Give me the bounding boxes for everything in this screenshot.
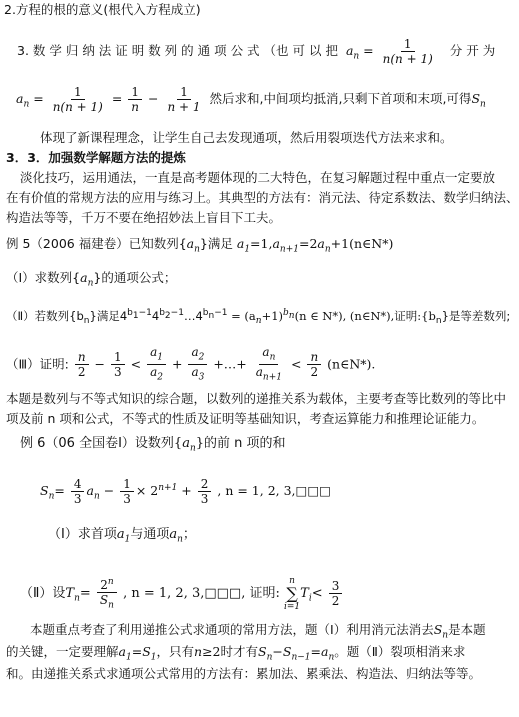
line-7: 在有价值的常规方法的应用与练习上。其典型的方法有：消元法、待定系数法、数学归纳法、 bbox=[6, 190, 519, 205]
line-2: 3. 数 学 归 纳 法 证 明 数 列 的 通 项 公 式 （也 可 以 把 $a_n$ = $\frac{1}{n(n + 1)}$ 分 开 为 bbox=[17, 37, 496, 66]
text: 分 开 为 bbox=[449, 43, 496, 58]
fraction: $\frac{1}{n(n + 1)}$ bbox=[382, 37, 433, 66]
line-6: 淡化技巧，运用通法，一直是高考题体现的二大特色，在复习解题过程中重点一定要放 bbox=[20, 170, 496, 185]
fraction: $\frac{1}{n(n + 1)}$ bbox=[52, 85, 103, 114]
line-20: 的关键，一定要理解$a_1=S_1$，只有n≥2时才有$S_n-S_{n-1}=a_n$。题（Ⅱ）裂项相消来求 bbox=[6, 644, 466, 663]
text: 2.方程的根的意义(根代入方程成立) bbox=[4, 2, 201, 17]
part-1: （Ⅰ）求数列$\{a_n\}$的通项公式； bbox=[6, 270, 177, 289]
part-3: （Ⅲ）证明: $\frac{n}{2}$ − $\frac{1}{3}$ < $\frac{a_1}{a_2}$ + $\frac{a_2}{a_3}$ +…+ $\frac{a_n}{a_{n+1}}$ < $\frac{n}{2}$ (n∈N*). bbox=[6, 345, 376, 383]
line-21: 和。由递推关系式求通项公式常用的方法有：累加法、累乘法、构造法、归纳法等等。 bbox=[6, 666, 482, 681]
q1: （Ⅰ）求首项$a_1$与通项$a_n$； bbox=[48, 527, 196, 545]
line-13: 本题是数列与不等式知识的综合题，以数列的递推关系为载体，主要考查等比数列的等比中 bbox=[6, 391, 507, 406]
sum-formula: $S_n=$ $\frac{4}{3}$ $a_n$ − $\frac{1}{3}$ × $2^{n+1}$ + $\frac{2}{3}$ , n = 1, 2, 3,□□□ bbox=[40, 477, 331, 506]
sum-symbol: n ∑ i=1 bbox=[284, 575, 301, 612]
q2: （Ⅱ）设$T_n=$ $\frac{2^n}{S_n}$ , n = 1, 2, 3,□□□, 证明: n ∑ i=1 $T_i<$ $\frac{3}{2}$ bbox=[20, 575, 344, 612]
text: 3. 数 学 归 纳 法 证 明 数 列 的 通 项 公 式 （也 可 以 把 bbox=[17, 43, 338, 58]
line-14: 项及前 n 项和公式，不等式的性质及证明等基础知识，考查运算能力和推理论证能力。 bbox=[6, 411, 485, 426]
example-6: 例 6（06 全国卷Ⅰ）设数列$\{a_n\}$的前 n 项的和 bbox=[20, 436, 286, 454]
line-4: 体现了新课程理念，让学生自己去发现通项，然后用裂项迭代方法来求和。 bbox=[40, 130, 453, 145]
fraction: $\frac{1}{n}$ bbox=[128, 85, 142, 114]
example-5: 例 5（2006 福建卷）已知数列$\{a_n\}$满足 $a_1=1,a_{n+1}=2a_n+1(n\in N*)$ bbox=[6, 236, 394, 255]
section-heading: 3．3．加强数学解题方法的提炼 bbox=[6, 150, 186, 165]
line-19: 本题重点考查了利用递推公式求通项的常用方法，题（Ⅰ）利用消元法消去$S_n$是本题 bbox=[30, 622, 486, 641]
line-8: 构造法等等，千万不要在绝招妙法上盲目下工夫。 bbox=[6, 210, 282, 225]
math-a-n: $a_n$ bbox=[345, 43, 360, 62]
line-3: $a_n$ = $\frac{1}{n(n + 1)}$ = $\frac{1}{n}$ − $\frac{1}{n + 1}$ 然后求和,中间项均抵消,只剩下首项和末项,可得$S_n$ bbox=[16, 85, 486, 114]
part-2: （Ⅱ）若数列$\{b_n\}$满足$4^{b_1-1}4^{b_2-1}\dots 4^{b_n-1} = (a_n+1)^{b_n}(n$ ∈ N*), (n∈N*),证明$:\{b_n\}$是等差数列; bbox=[6, 308, 511, 327]
fraction: $\frac{1}{n + 1}$ bbox=[167, 85, 201, 114]
line-1 bbox=[4, 2, 201, 18]
text: 然后求和,中间项均抵消,只剩下首项和末项,可得 bbox=[209, 91, 472, 106]
